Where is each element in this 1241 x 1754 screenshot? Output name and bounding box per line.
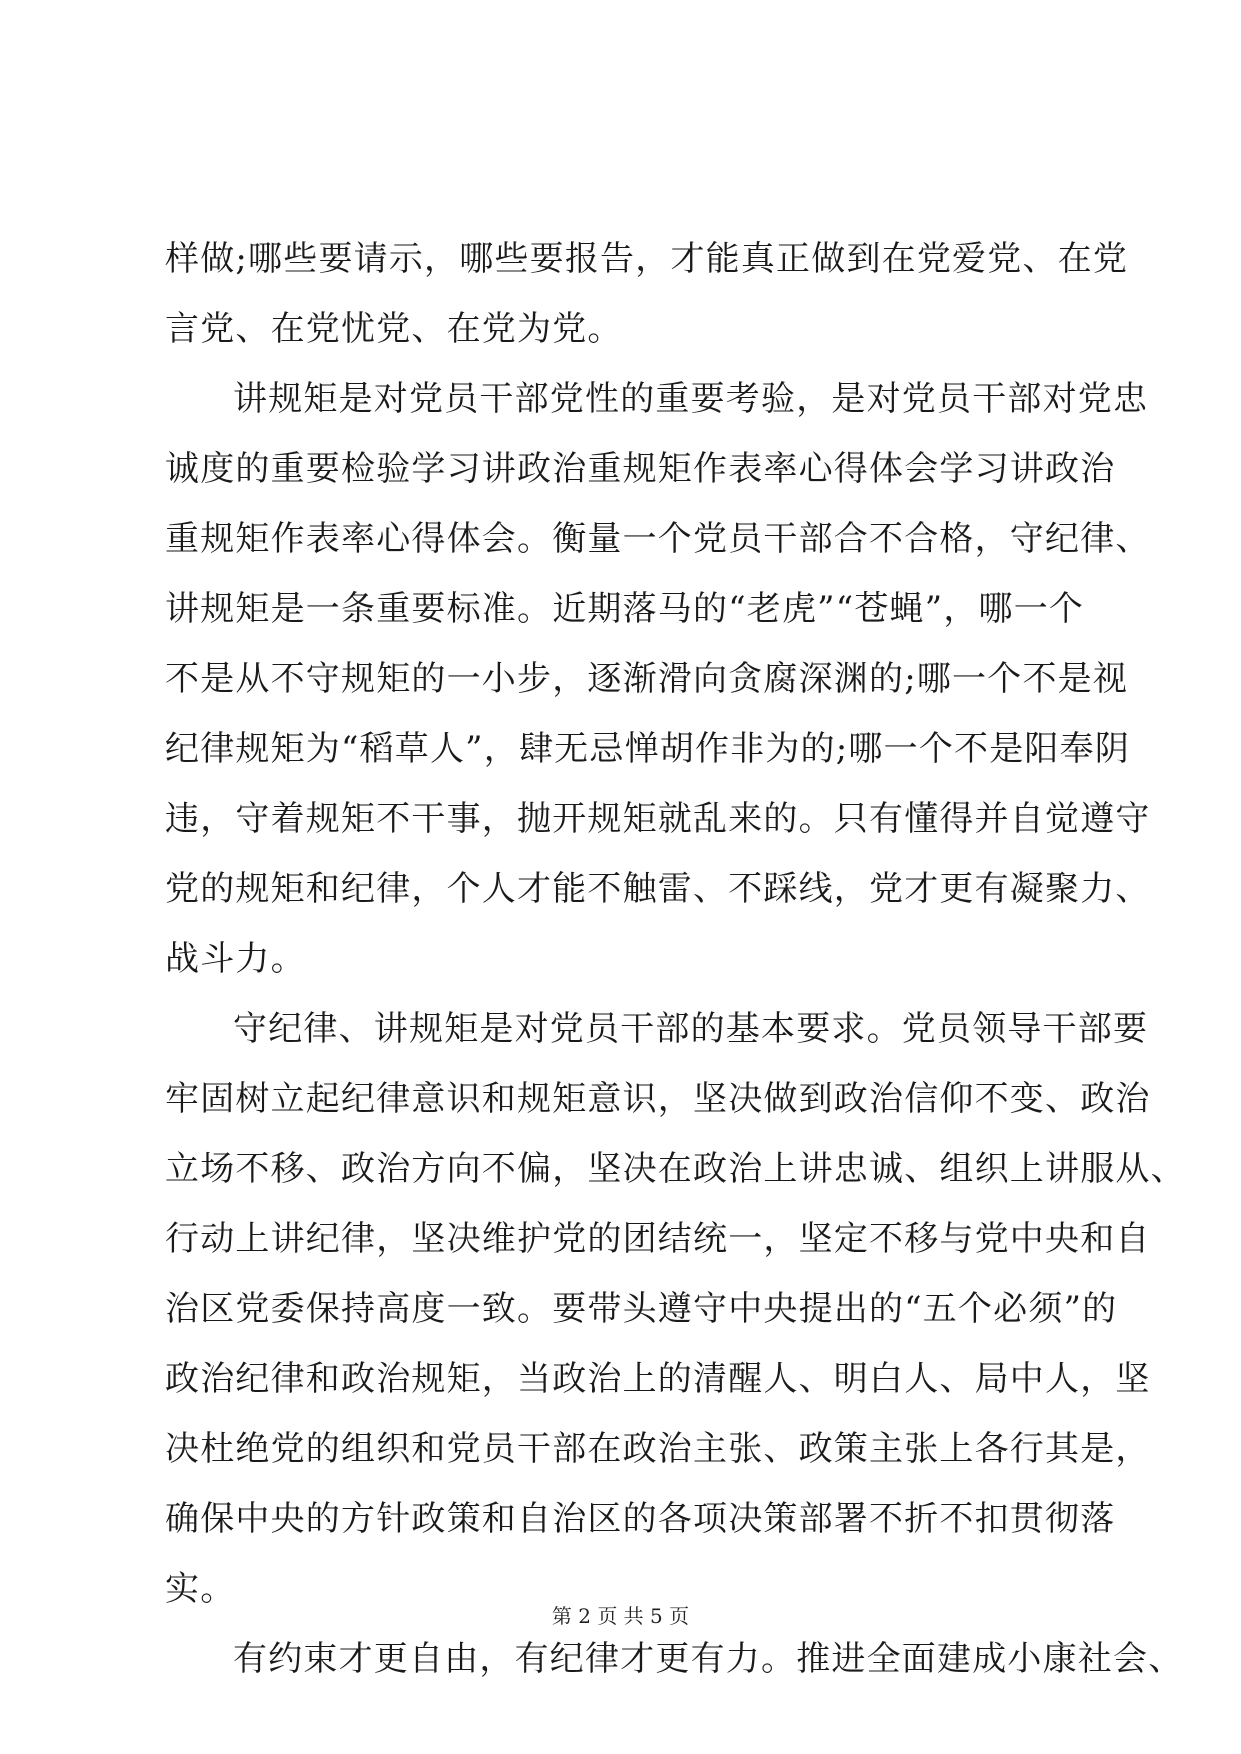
body-text xyxy=(165,228,1186,1698)
text-line: 决杜绝党的组织和党员干部在政治主张、政策主张上各行其是， xyxy=(165,1429,1151,1469)
text-line: 战斗力。 xyxy=(165,939,306,979)
text-line: 样做;哪些要请示，哪些要报告，才能真正做到在党爱党、在党 xyxy=(165,239,1129,279)
text-line: 实。 xyxy=(165,1569,236,1609)
page-footer: 第 2 页 共 5 页 xyxy=(551,1604,690,1628)
text-line: 牢固树立起纪律意识和规矩意识，坚决做到政治信仰不变、政治 xyxy=(165,1079,1151,1119)
text-line: 确保中央的方针政策和自治区的各项决策部署不折不扣贯彻落 xyxy=(165,1499,1116,1539)
text-line: 立场不移、政治方向不偏，坚决在政治上讲忠诚、组织上讲服从、 xyxy=(165,1149,1186,1189)
text-line: 不是从不守规矩的一小步，逐渐滑向贪腐深渊的;哪一个不是视 xyxy=(165,659,1129,699)
text-line: 有约束才更自由，有纪律才更有力。推进全面建成小康社会、 xyxy=(233,1639,1184,1679)
text-line: 讲规矩是一条重要标准。近期落马的“老虎”“苍蝇”，哪一个 xyxy=(165,589,1085,629)
text-line: 治区党委保持高度一致。要带头遵守中央提出的“五个必须”的 xyxy=(165,1289,1118,1329)
text-line: 党的规矩和纪律，个人才能不触雷、不踩线，党才更有凝聚力、 xyxy=(165,869,1151,909)
text-line: 诚度的重要检验学习讲政治重规矩作表率心得体会学习讲政治 xyxy=(165,449,1116,489)
text-line: 行动上讲纪律，坚决维护党的团结统一，坚定不移与党中央和自 xyxy=(165,1219,1151,1259)
text-line: 纪律规矩为“稻草人”，肆无忌惮胡作非为的;哪一个不是阳奉阴 xyxy=(165,729,1131,769)
text-line: 讲规矩是对党员干部党性的重要考验，是对党员干部对党忠 xyxy=(233,379,1149,419)
text-line: 违，守着规矩不干事，抛开规矩就乱来的。只有懂得并自觉遵守 xyxy=(165,799,1151,839)
text-line: 政治纪律和政治规矩，当政治上的清醒人、明白人、局中人，坚 xyxy=(165,1359,1151,1399)
text-line: 言党、在党忧党、在党为党。 xyxy=(165,309,623,349)
text-line: 守纪律、讲规矩是对党员干部的基本要求。党员领导干部要 xyxy=(233,1009,1149,1049)
text-line: 重规矩作表率心得体会。衡量一个党员干部合不合格，守纪律、 xyxy=(165,519,1151,559)
